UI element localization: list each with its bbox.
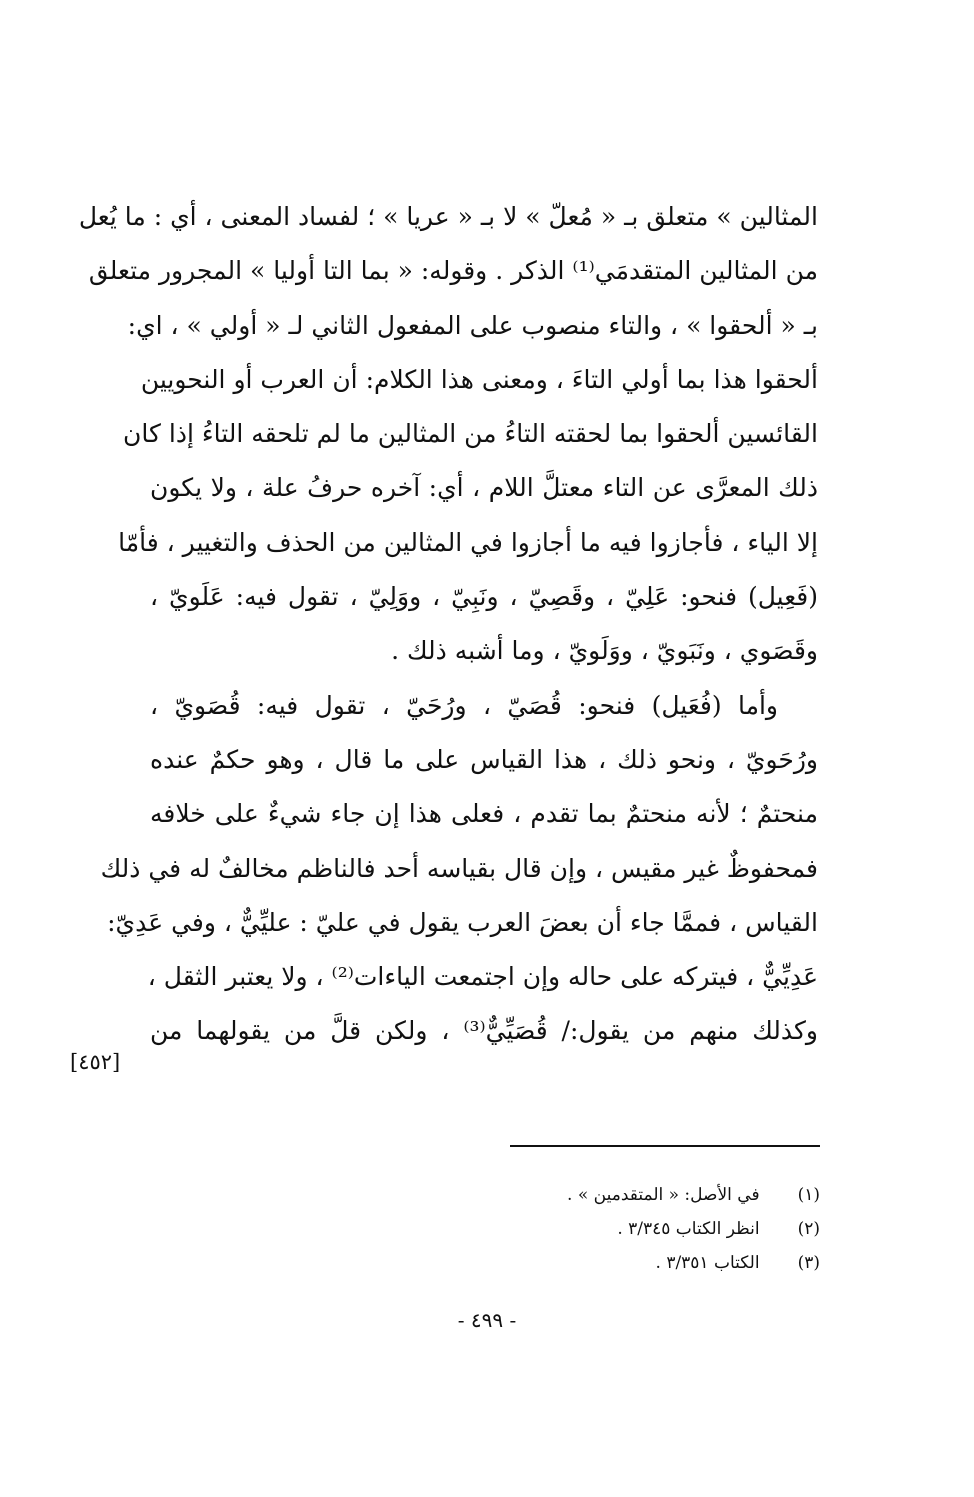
text-line: من المثالين المتقدمَي⁽¹⁾ الذكر . وقوله: « بما التا أوليا » المجرور متعلق [88,256,818,286]
footnote-text: الكتاب ٣/٣٥١ . [655,1253,760,1273]
text-line: (فَعِيل) فنحو: عَلِيّ ، وقَصِيّ ، ونَبِيّ ، ووَلِيّ ، تقول فيه: عَلَويّ ، [150,582,818,612]
footnote-text: انظر الكتاب ٣/٣٤٥ . [617,1219,760,1239]
text-line: ورُحَويّ ، ونحو ذلك ، هذا القياس على ما قال ، وهو حكمٌ عنده [150,744,818,774]
text-line: بـ « ألحقوا » ، والتاء منصوب على المفعول الثاني لـ « أولي » ، اي: [127,310,818,340]
footnote-number: (٣) [797,1253,820,1273]
text-line: القائسين ألحقوا بما لحقته التاءُ من المثالين ما لم تلحقه التاءُ إذا كان [123,419,818,449]
text-line: وكذلك منهم من يقول:/ قُصَيِّيٌّ⁽³⁾ ، ولكن قلَّ من يقولهما من [150,1016,818,1046]
footnote-separator [510,1145,820,1147]
text-line: القياس ، فممَّا جاء أن بعضَ العرب يقول في عليّ : عليِّيٌّ ، وفي عَدِيّ: [107,907,818,937]
footnote-number: (١) [797,1185,820,1205]
manuscript-folio-reference: [٤٥٢] [70,1050,121,1074]
footnote-item [420,1212,820,1246]
footnotes [420,1178,820,1280]
paragraph-start-line: وأما (فُعَيل) فنحو: قُصَيّ ، ورُحَيّ ، تقول فيه: قُصَويّ ، [150,690,778,720]
text-line: المثالين » متعلق بـ « مُعلّ » لا بـ « عريا » ؛ لفساد المعنى ، أي : ما يُعل [78,202,818,231]
text-line: منحتمٌ ؛ لأنه منحتمٌ بما تقدم ، فعلى هذا إن جاء شيءٌ على خلافه [150,799,818,829]
text-line: وقَصَوي ، ونَبَويّ ، ووَلَويّ ، وما أشبه ذلك . [391,636,818,666]
footnote-number: (٢) [797,1219,820,1239]
text-line: عَدِيِّيٌّ ، فيتركه على حاله وإن اجتمعت الياءات⁽²⁾ ، ولا يعتبر الثقل ، [147,962,818,992]
text-line: فمحفوظٌ غير مقيس ، وإن قال بقياسه أحد فالناظم مخالفٌ له في ذلك [100,853,818,883]
text-line: إلا الياء ، فأجازوا فيه ما أجازوا في المثالين من الحذف والتغيير ، فأمّا [118,527,818,557]
main-text [78,190,818,1059]
footnote-text: في الأصل: « المتقدمين » . [567,1185,760,1205]
text-line: ذلك المعرَّى عن التاء معتلَّ اللام ، أي: آخره حرفُ علة ، ولا يكون [150,473,818,503]
footnote-item [420,1178,820,1212]
page-number: - ٤٩٩ - [457,1308,517,1332]
footnote-item [420,1246,820,1280]
text-line: ألحقوا هذا بما أولي التاءَ ، ومعنى هذا الكلام: أن العرب أو النحويين [140,364,818,394]
